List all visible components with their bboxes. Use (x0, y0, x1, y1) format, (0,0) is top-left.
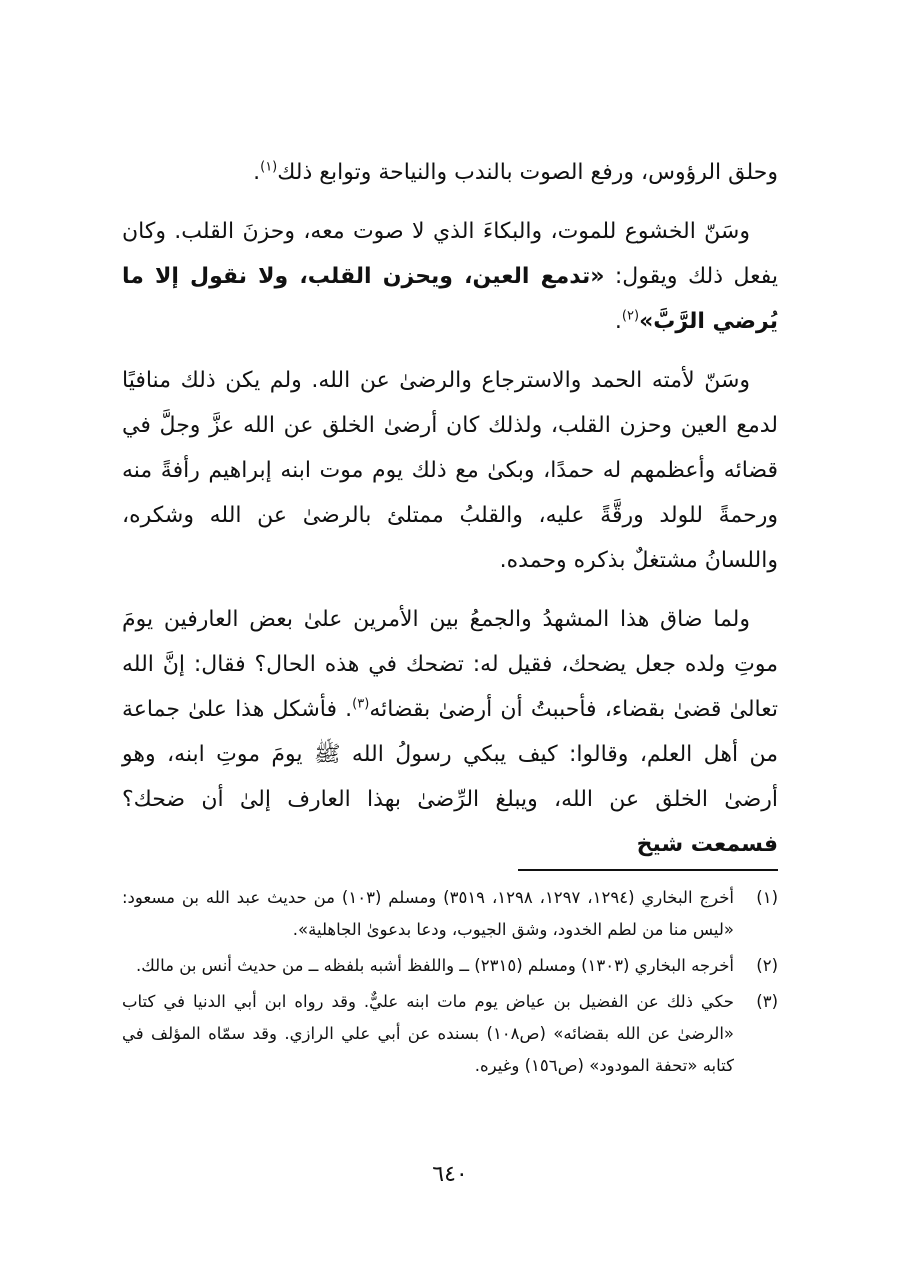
paragraph-1 (122, 150, 778, 195)
paragraph-text-continued: . فأشكل هذا علىٰ جماعة من أهل العلم، وقالوا: كيف يبكي رسولُ الله ﷺ يومَ موتِ ابنه، وهو أرضىٰ الخلق عن الله، ويبلغ الرِّضىٰ بهذا العارف إلىٰ أن ضحك؟ (122, 697, 778, 812)
footnote-text: حكي ذلك عن الفضيل بن عياض يوم مات ابنه عليٌّ. وقد رواه ابن أبي الدنيا في كتاب «الرضىٰ عن الله بقضائه» (ص١٠٨) بسنده عن أبي علي الرازي. وقد سمّاه المؤلف في كتابه «تحفة المودود» (ص١٥٦) وغيره. (122, 992, 734, 1075)
paragraph-2 (122, 209, 778, 344)
paragraph-text: وسَنّ لأمته الحمد والاسترجاع والرضىٰ عن الله. ولم يكن ذلك منافيًا لدمع العين وحزن القلب، ولذلك كان أرضىٰ الخلق عن الله عزَّ وجلَّ في قضائه وأعظمهم له حمدًا، وبكىٰ مع ذلك يوم موت ابنه إبراهيم رأفةً منه ورحمةً للولد ورقَّةً عليه، والقلبُ ممتلئ بالرضىٰ عن الله وشكره، واللسانُ مشتغلٌ بذكره وحمده. (122, 368, 778, 573)
footnote-2 (122, 950, 778, 982)
footnote-number: (٢) (756, 956, 778, 975)
footnote-number: (١) (756, 888, 778, 907)
footnote-3 (122, 986, 778, 1082)
hadith-quote: «تدمع العين، ويحزن القلب، ولا نقول إلا ما يُرضي الرَّبَّ» (122, 264, 778, 334)
footnote-number: (٣) (756, 992, 778, 1011)
page-number: ٦٤٠ (432, 1162, 468, 1187)
bold-continuation: فسمعت شيخ (636, 832, 778, 857)
paragraph-4 (122, 597, 778, 867)
paragraph-text: وسَنّ الخشوع للموت، والبكاءَ الذي لا صوت معه، وحزنَ القلب. وكان يفعل ذلك ويقول: (122, 219, 779, 289)
footnote-ref-2[interactable]: (٢) (621, 308, 640, 324)
paragraph-end: . (614, 309, 622, 334)
paragraph-end: . (253, 160, 261, 185)
footnote-1 (122, 882, 778, 946)
paragraph-text: ولما ضاق هذا المشهدُ والجمعُ بين الأمرين علىٰ بعض العارفين يومَ موتِ ولده جعل يضحك، فقيل له: تضحك في هذه الحال؟ فقال: إنَّ الله تعالىٰ قضىٰ بقضاء، فأحببتُ أن أرضىٰ بقضائه (122, 607, 778, 722)
footnote-ref-3[interactable]: (٣) (352, 696, 370, 712)
footnotes (122, 882, 778, 1086)
footnote-divider (518, 869, 778, 871)
paragraph-text: وحلق الرؤوس، ورفع الصوت بالندب والنياحة وتوابع ذلك (277, 160, 778, 185)
paragraph-3 (122, 358, 778, 583)
main-text (122, 150, 778, 881)
footnote-ref-1[interactable]: (١) (260, 159, 278, 175)
footnote-text: أخرجه البخاري (١٣٠٣) ومسلم (٢٣١٥) ــ واللفظ أشبه بلفظه ــ من حديث أنس بن مالك. (135, 956, 734, 975)
footnote-text: أخرج البخاري (١٢٩٤، ١٢٩٧، ١٢٩٨، ٣٥١٩) ومسلم (١٠٣) من حديث عبد الله بن مسعود: «ليس منا من لطم الخدود، وشق الجيوب، ودعا بدعوىٰ الجاهلية». (122, 888, 734, 939)
